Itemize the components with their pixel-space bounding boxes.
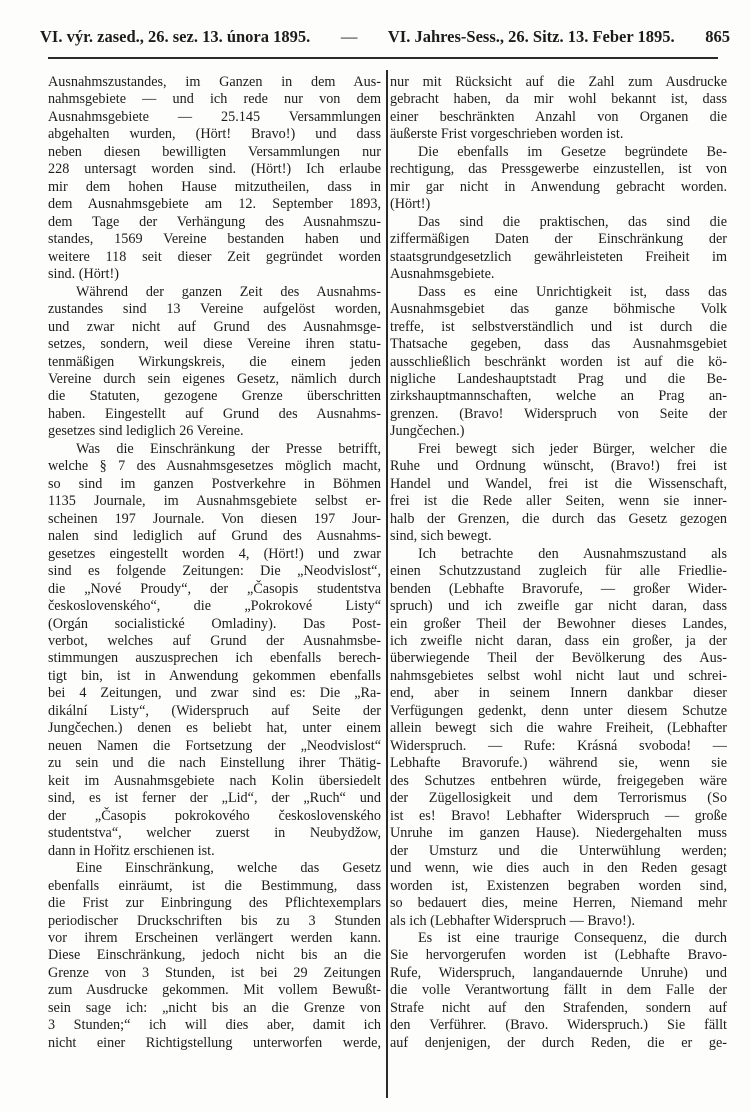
text-line: sind es folgende Zeitungen: Die „Neodvislost“, xyxy=(48,563,381,580)
text-line: zum Ausdrucke gekommen. Mit vollem Bewußt- xyxy=(48,982,381,999)
text-line: benden (Lebhafte Bravorufe, — großer Wider- xyxy=(390,580,727,597)
text-line: Sie hervorgerufen worden ist (Lebhafte Bravo- xyxy=(390,947,727,964)
text-line: nahmsgebietes selbst wohl nicht laut und schrei- xyxy=(390,667,727,684)
text-line: ich zweifle nicht daran, dass ein großer, ja der xyxy=(390,633,727,649)
text-line: 1135 Journale, im Ausnahmsgebiete selbst er- xyxy=(48,493,381,510)
paragraph xyxy=(48,284,381,441)
text-line: 228 untersagt worden sind. (Hört!) Ich erlaube xyxy=(48,161,381,178)
text-line: die „Nové Proudy“, der „Časopis studentstva xyxy=(48,580,381,597)
text-line: auf denjenigen, der durch Reden, die er ge- xyxy=(390,1034,727,1051)
text-line: worden ist, Existenzen begraben worden sind, xyxy=(390,877,727,894)
text-line: tenmäßigen Wirkungskreis, die einem jeden xyxy=(48,353,381,370)
text-line: sind, sich bewegt. xyxy=(390,528,492,545)
header-rule xyxy=(48,57,718,59)
text-line: 3 Stunden;“ ich will dies aber, damit ich xyxy=(48,1017,381,1034)
text-line: Lebhafte Bravorufe.) während sie, wenn sie xyxy=(390,755,727,772)
text-line: neuen Namen die Fortsetzung der „Neodvislost“ xyxy=(48,737,381,754)
text-line: Grenze von 3 Stunden, ist bei 29 Zeitungen xyxy=(48,964,381,981)
text-line: mir dem hohen Hause mitzutheilen, dass in xyxy=(48,178,381,195)
text-line: ebenfalls einräumt, ist die Bestimmung, dass xyxy=(48,877,381,894)
paragraph xyxy=(48,441,381,860)
text-line: so sind im ganzen Postverkehre in Böhmen xyxy=(48,475,381,492)
text-line: den Verführer. (Bravo. Widerspruch.) Sie fällt xyxy=(390,1017,727,1034)
text-line: Widerspruch. — Rufe: Krásná svoboda! — xyxy=(390,737,727,754)
text-line: Eine Einschränkung, welche das Gesetz xyxy=(76,860,381,877)
paragraph xyxy=(390,74,727,144)
text-line: so bedauert dies, meine Herren, Niemand mehr xyxy=(390,895,727,912)
text-line: periodischer Druckschriften bis zu 3 Stunden xyxy=(48,912,381,929)
text-line: Ich betrachte den Ausnahmszustand als xyxy=(418,545,727,562)
text-line: nigliche Landeshauptstadt Prag und die Be- xyxy=(390,370,727,387)
text-line: studentstva“, welcher zuerst in Neubydžow, xyxy=(48,825,381,842)
text-line: Jungčechen.) denen es beliebt hat, unter einem xyxy=(48,720,381,737)
text-line: scheinen 197 Journale. Von diesen 197 Jour- xyxy=(48,510,381,527)
text-line: die Frist zur Einbringung des Pflichtexemplars xyxy=(48,895,381,912)
text-line: dem Ausnahmsgebiete am 12. September 1893, xyxy=(48,196,381,213)
text-line: Ruhe und Ordnung wünscht, (Bravo!) frei ist xyxy=(390,458,727,475)
text-line: äußerste Frist vorgeschrieben worden ist. xyxy=(390,126,624,143)
text-line: abgehalten wurden, (Hört! Bravo!) und dass xyxy=(48,126,381,143)
text-line: sind, es ist ferner der „Lid“, der „Ruch“ und xyxy=(48,790,381,807)
text-line: halb der Grenzen, die durch das Gesetz gezogen xyxy=(390,510,727,527)
text-line: Strafe nicht auf den Strafenden, sondern auf xyxy=(390,999,727,1016)
text-line: ziffermäßigen Daten der Einschränkung der xyxy=(390,231,727,248)
text-line: sind. (Hört!) xyxy=(48,266,119,283)
text-line: Vereine durch sein eigenes Gesetz, nämlich durch xyxy=(48,370,381,387)
text-line: allein bewegt sich die wahre Freiheit, (Lebhafter xyxy=(390,720,727,737)
text-line: ein großer Theil der Bewohner dieses Landes, xyxy=(390,615,727,632)
text-line: Verfügungen gedenkt, denn unter diesem Schutze xyxy=(390,702,727,719)
text-line: des Schutzes entbehren würde, freigegeben wäre xyxy=(390,772,727,789)
text-line: keit im Ausnahmsgebiete nach Kolin übersiedelt xyxy=(48,772,381,789)
text-line: Die ebenfalls im Gesetze begründete Be- xyxy=(418,143,727,160)
header-czech: VI. výr. zased., 26. sez. 13. února 1895. xyxy=(40,27,311,46)
text-line: vor ihrem Erscheinen verlängert werden kann. xyxy=(48,929,381,946)
text-line: Ausnahmsgebiet das ganze böhmische Volk xyxy=(390,301,727,318)
text-line: sein sage ich: „nicht bis an die Grenze von xyxy=(48,999,381,1016)
text-line: zu sein und die nach Einstellung ihrer Thätig- xyxy=(48,755,381,772)
text-line: dann in Hořitz erschienen ist. xyxy=(48,842,215,859)
paragraph xyxy=(390,284,727,441)
text-line: nahmsgebiete — und ich rede nur von dem xyxy=(48,91,381,108)
text-line: der Zügellosigkeit und dem Terrorismus (So xyxy=(390,790,727,807)
text-line: stimmungen auszusprechen ich ebenfalls berech- xyxy=(48,650,381,667)
text-line: Handel und Wandel, frei ist die Wissenschaft, xyxy=(390,475,727,492)
text-line: einen Schutzzustand zugleich für alle Friedlie- xyxy=(390,563,727,580)
text-line: Unruhe im ganzen Hause). Niedergehalten muss xyxy=(390,825,727,842)
text-line: bei 4 Zeitungen, und zwar sind es: Die „Ra- xyxy=(48,685,381,702)
text-line: Es ist eine traurige Consequenz, die durch xyxy=(418,929,727,946)
text-line: Frei bewegt sich jeder Bürger, welcher die xyxy=(418,440,727,457)
text-line: nicht einer Richtigstellung unterworfen werde, xyxy=(48,1034,381,1051)
text-line: spruch) und ich zweifle gar nicht daran, dass xyxy=(390,598,727,615)
text-line: standes, 1569 Vereine bestanden haben und xyxy=(48,231,381,248)
text-line: Das sind die praktischen, das sind die xyxy=(418,213,727,230)
text-line: dikální Listy“, (Widerspruch auf Seite der xyxy=(48,702,381,719)
text-line: nur mit Rücksicht auf die Zahl zum Ausdrucke xyxy=(390,74,727,90)
right-column xyxy=(390,74,727,1052)
text-line: (Hört!) xyxy=(390,196,431,213)
text-line: Ausnahmsgebiete. xyxy=(390,266,495,283)
paragraph xyxy=(48,74,381,284)
text-line: als ich (Lebhafter Widerspruch — Bravo!). xyxy=(390,912,635,929)
text-line: treffe, ist selbstverständlich und ist durch die xyxy=(390,318,727,335)
text-line: zustandes sind 13 Vereine aufgelöst worden, xyxy=(48,301,381,318)
text-line: der Umsturz und die Unterwühlung werden; xyxy=(390,842,727,859)
paragraph xyxy=(390,930,727,1052)
text-line: überwiegende Theil der Bevölkerung des Aus- xyxy=(390,650,727,667)
text-line: und zwar nicht auf Grund des Ausnahmsge- xyxy=(48,318,381,335)
text-line: haben. Eingestellt auf Grund des Ausnahms- xyxy=(48,405,381,422)
text-line: und wenn, wie dies auch in den Reden gesagt xyxy=(390,860,727,877)
text-line: gebracht haben, da mir wohl bekannt ist, dass xyxy=(390,91,727,108)
running-header xyxy=(40,27,730,47)
text-line: ausschließlich beschränkt worden ist auf die kö- xyxy=(390,353,727,370)
text-line: frei ist die Rede aller Seiten, wenn sie inner- xyxy=(390,493,727,510)
text-line: Jungčechen.) xyxy=(390,423,465,440)
text-line: Ausnahmszustandes, im Ganzen in dem Aus- xyxy=(48,74,381,90)
paragraph xyxy=(390,441,727,546)
text-line: gesetzes sind lediglich 26 Vereine. xyxy=(48,423,244,440)
text-line: Während der ganzen Zeit des Ausnahms- xyxy=(76,283,381,300)
text-line: rechtigung, das Pressgewerbe einzustellen, ist von xyxy=(390,161,727,178)
paragraph xyxy=(390,214,727,284)
text-line: (Orgán socialistické Omladiny). Das Post- xyxy=(48,615,381,632)
text-line: ist es! Bravo! Lebhafter Widerspruch — große xyxy=(390,807,727,824)
text-line: einer beschränkten Anzahl von Organen die xyxy=(390,108,727,125)
paragraph xyxy=(48,860,381,1052)
text-line: gesetzes eingestellt worden 4, (Hört!) und zwar xyxy=(48,545,381,562)
text-line: welche § 7 des Ausnahmsgesetzes möglich macht, xyxy=(48,458,381,475)
text-line: mir gar nicht in Anwendung gebracht worden. xyxy=(390,178,727,195)
left-column xyxy=(48,74,381,1052)
text-line: tigt bin, ist in Anwendung gekommen ebenfalls xyxy=(48,667,381,684)
text-line: weitere 118 seit dieser Zeit gegründet worden xyxy=(48,248,381,265)
text-line: verbot, welches auf Grund der Ausnahmsbe- xyxy=(48,633,381,649)
text-line: Thatsache gegeben, dass das Ausnahmsgebiet xyxy=(390,336,727,353)
text-line: grenzen. (Bravo! Widerspruch von Seite der xyxy=(390,405,727,422)
text-line: der „Časopis pokrokového československého xyxy=(48,807,381,824)
text-line: československého“, die „Pokrokové Listy“ xyxy=(48,598,381,615)
header-dash: — xyxy=(340,27,358,46)
text-line: Ausnahmsgebiete — 25.145 Versammlungen xyxy=(48,108,381,125)
page-number: 865 xyxy=(705,27,730,46)
text-line: die Statuten, gezogene Grenze überschritten xyxy=(48,388,381,405)
text-line: nalen sind lediglich auf Grund des Ausnahms- xyxy=(48,528,381,545)
text-line: Dass es eine Unrichtigkeit ist, dass das xyxy=(418,283,727,300)
text-line: end, aber in seinem Innern dankbar dieser xyxy=(390,685,727,702)
text-line: Diese Einschränkung, jedoch nicht bis an die xyxy=(48,947,381,964)
text-line: zirkshauptmannschaften, welche an Prag an- xyxy=(390,388,727,405)
text-line: neben diesen bewilligten Versammlungen nur xyxy=(48,143,381,160)
text-line: die volle Verantwortung fällt in dem Falle der xyxy=(390,982,727,999)
paragraph xyxy=(390,546,727,930)
text-line: setzes, sondern, weil diese Vereine ihren statu- xyxy=(48,336,381,353)
column-divider xyxy=(386,70,388,1098)
paragraph xyxy=(390,144,727,214)
text-line: Was die Einschränkung der Presse betrifft, xyxy=(76,440,381,457)
text-line: Rufe, Widerspruch, langandauernde Unruhe) und xyxy=(390,964,727,981)
text-line: dem Tage der Verhängung des Ausnahmszu- xyxy=(48,213,381,230)
header-german: VI. Jahres-Sess., 26. Sitz. 13. Feber 1895. xyxy=(387,27,675,46)
text-line: staatsgrundgesetzlich gewährleisteten Freiheit im xyxy=(390,248,727,265)
